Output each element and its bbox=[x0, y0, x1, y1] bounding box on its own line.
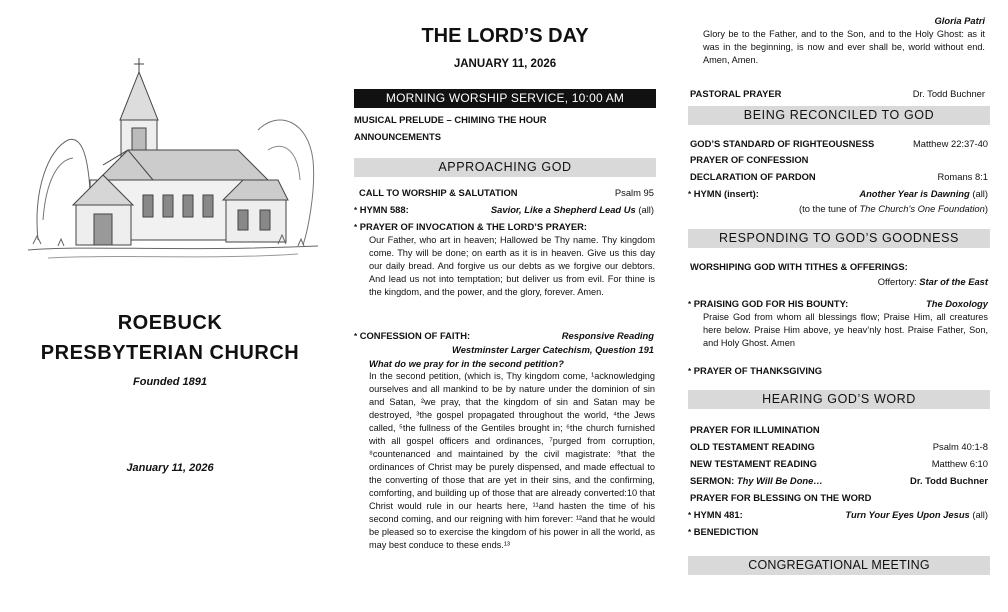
hymn-481-label: HYMN 481: bbox=[693, 509, 743, 520]
prayer-for-illumination: PRAYER FOR ILLUMINATION bbox=[690, 424, 820, 435]
thanksgiving-label: PRAYER OF THANKSGIVING bbox=[693, 365, 823, 376]
praising-god bbox=[688, 297, 988, 310]
hymn-588-all: (all) bbox=[638, 204, 654, 215]
section-approaching-god: APPROACHING GOD bbox=[354, 158, 656, 177]
prelude: MUSICAL PRELUDE – CHIMING THE HOUR bbox=[354, 114, 547, 125]
hymn-588 bbox=[354, 203, 654, 216]
stand-marker: * bbox=[688, 300, 692, 309]
praising-label: PRAISING GOD FOR HIS BOUNTY: bbox=[693, 298, 849, 309]
confession-source1: Responsive Reading bbox=[561, 330, 654, 341]
pardon-ref: Romans 8:1 bbox=[937, 171, 988, 182]
gods-standard-label: GOD’S STANDARD OF RIGHTEOUSNESS bbox=[690, 138, 875, 149]
section-reconciled: BEING RECONCILED TO GOD bbox=[688, 106, 990, 125]
announcements: ANNOUNCEMENTS bbox=[354, 131, 441, 142]
hymn-insert bbox=[688, 187, 988, 200]
hymn-insert-title: Another Year is Dawning bbox=[859, 188, 970, 199]
nt-reading bbox=[690, 457, 988, 470]
sermon-title: Thy Will Be Done… bbox=[736, 475, 823, 486]
hymn-insert-label: HYMN (insert): bbox=[693, 188, 759, 199]
church-name-line1: ROEBUCK bbox=[117, 312, 223, 334]
section-responding: RESPONDING TO GOD’S GOODNESS bbox=[688, 229, 990, 248]
stand-marker: * bbox=[354, 332, 358, 341]
service-date: JANUARY 11, 2026 bbox=[453, 58, 557, 70]
stand-marker: * bbox=[688, 190, 692, 199]
tune-note-prefix: (to the tune of bbox=[798, 203, 860, 214]
invocation-label: PRAYER OF INVOCATION & THE LORD’S PRAYER: bbox=[359, 221, 588, 232]
ot-label: OLD TESTAMENT READING bbox=[690, 441, 815, 452]
call-to-worship-label: CALL TO WORSHIP & SALUTATION bbox=[359, 187, 518, 198]
hymn-insert-all: (all) bbox=[972, 188, 988, 199]
prayer-of-confession: PRAYER OF CONFESSION bbox=[690, 154, 809, 165]
pardon-label: DECLARATION OF PARDON bbox=[690, 171, 816, 182]
church-name bbox=[0, 308, 340, 368]
gods-standard bbox=[690, 137, 988, 150]
ot-reading bbox=[690, 440, 988, 453]
stand-marker: * bbox=[688, 367, 692, 376]
hymn-588-label: HYMN 588: bbox=[359, 204, 409, 215]
doxology-title: The Doxology bbox=[926, 298, 988, 309]
church-name-line2: PRESBYTERIAN CHURCH bbox=[40, 342, 300, 364]
benediction-label: BENEDICTION bbox=[693, 526, 759, 537]
hymn-588-title: Savior, Like a Shepherd Lead Us bbox=[490, 204, 636, 215]
stand-marker: * bbox=[688, 528, 692, 537]
stand-marker: * bbox=[354, 206, 358, 215]
catechism-answer: In the second petition, (which is, Thy kingdom come, ¹acknowledging ourselves and all mankind to be by nature under the dominion of sin and Satan, ²we pray, that the kingdom of sin and Satan may be destroyed, ³the gospel propagated throughout the world, ⁴the Jews called, ⁵the fullness of the Gentiles brought in; ⁶the church furnished with all gospel officers and ordinances, ⁷purged from corruption, ⁸countenanced and maintained by the civil magistrate: ⁹that the ordinances of Christ may be purely dispensed, and made effectual to the converting of those that are yet in their sins, and the confirming, comforting, and building up of those that are already converted:10 that Christ would rule in our hearts here, ¹¹and hasten the time of his second coming, and our reigning with him forever: ¹²and that he would be pleased so to exercise the kingdom of his power in all the world, as may best conduce to these ends.¹³ bbox=[369, 371, 655, 550]
tithes-offerings: WORSHIPING GOD WITH TITHES & OFFERINGS: bbox=[690, 261, 908, 272]
pastoral-prayer bbox=[690, 87, 985, 100]
sermon-label: SERMON: bbox=[690, 475, 735, 486]
nt-label: NEW TESTAMENT READING bbox=[690, 458, 817, 469]
prayer-for-blessing: PRAYER FOR BLESSING ON THE WORD bbox=[690, 492, 872, 503]
prayer-of-thanksgiving bbox=[688, 364, 988, 377]
section-hearing: HEARING GOD’S WORD bbox=[688, 390, 990, 409]
doxology-text: Praise God from whom all blessings flow; Praise Him, all creatures here below. Praise Him above, ye heav’nly host. Praise Father, Son, and Holy Ghost. Amen bbox=[703, 312, 988, 348]
confession-of-faith bbox=[354, 329, 654, 342]
gloria-text: Glory be to the Father, and to the Son, and to the Holy Ghost: as it was in the beginning, is now and ever shall be, world without end. Amen, Amen. bbox=[703, 29, 985, 65]
gloria-title: Gloria Patri bbox=[934, 15, 985, 26]
hymn-481-all: (all) bbox=[972, 509, 988, 520]
nt-ref: Matthew 6:10 bbox=[931, 458, 988, 469]
section-congregational-meeting: CONGREGATIONAL MEETING bbox=[688, 556, 990, 575]
benediction bbox=[688, 525, 988, 538]
service-bar: MORNING WORSHIP SERVICE, 10:00 AM bbox=[354, 89, 656, 108]
offertory-prefix: Offertory: bbox=[877, 276, 920, 287]
offertory bbox=[690, 275, 988, 288]
church-drawing-icon bbox=[28, 40, 318, 270]
sermon-preacher: Dr. Todd Buchner bbox=[910, 475, 988, 486]
confession-source2: Westminster Larger Catechism, Question 191 bbox=[452, 344, 654, 355]
call-to-worship bbox=[359, 186, 654, 199]
pastoral-prayer-label: PASTORAL PRAYER bbox=[690, 88, 782, 99]
ot-ref: Psalm 40:1-8 bbox=[932, 441, 988, 452]
stand-marker: * bbox=[354, 223, 358, 232]
invocation bbox=[354, 220, 654, 233]
call-to-worship-ref: Psalm 95 bbox=[614, 187, 654, 198]
catechism-question: What do we pray for in the second petition? bbox=[369, 358, 564, 369]
hymn-481 bbox=[688, 508, 988, 521]
tune-note-title: The Church’s One Foundation bbox=[859, 203, 985, 214]
hymn-481-title: Turn Your Eyes Upon Jesus bbox=[845, 509, 970, 520]
declaration-of-pardon bbox=[690, 170, 988, 183]
pastoral-prayer-leader: Dr. Todd Buchner bbox=[912, 88, 985, 99]
lords-prayer-text: Our Father, who art in heaven; Hallowed be Thy name. Thy kingdom come. Thy will be done; on earth as it is in heaven. Give us this day our daily bread. And forgive us our debts as we forgive our debtors. And lead us not into temptation; but deliver us from evil. For thine is the kingdom, and the power, and the glory, forever. Amen. bbox=[369, 235, 655, 297]
founded-text: Founded 1891 bbox=[133, 376, 207, 388]
gods-standard-ref: Matthew 22:37-40 bbox=[912, 138, 988, 149]
page-title: THE LORD’S DAY bbox=[421, 25, 589, 47]
confession-label: CONFESSION OF FAITH: bbox=[359, 330, 471, 341]
tune-note-suffix: ) bbox=[984, 203, 988, 214]
stand-marker: * bbox=[688, 511, 692, 520]
offertory-title: Star of the East bbox=[919, 276, 988, 287]
bulletin-date: January 11, 2026 bbox=[126, 462, 214, 474]
tune-note bbox=[690, 202, 988, 215]
church-illustration bbox=[28, 40, 318, 270]
sermon bbox=[690, 474, 988, 487]
